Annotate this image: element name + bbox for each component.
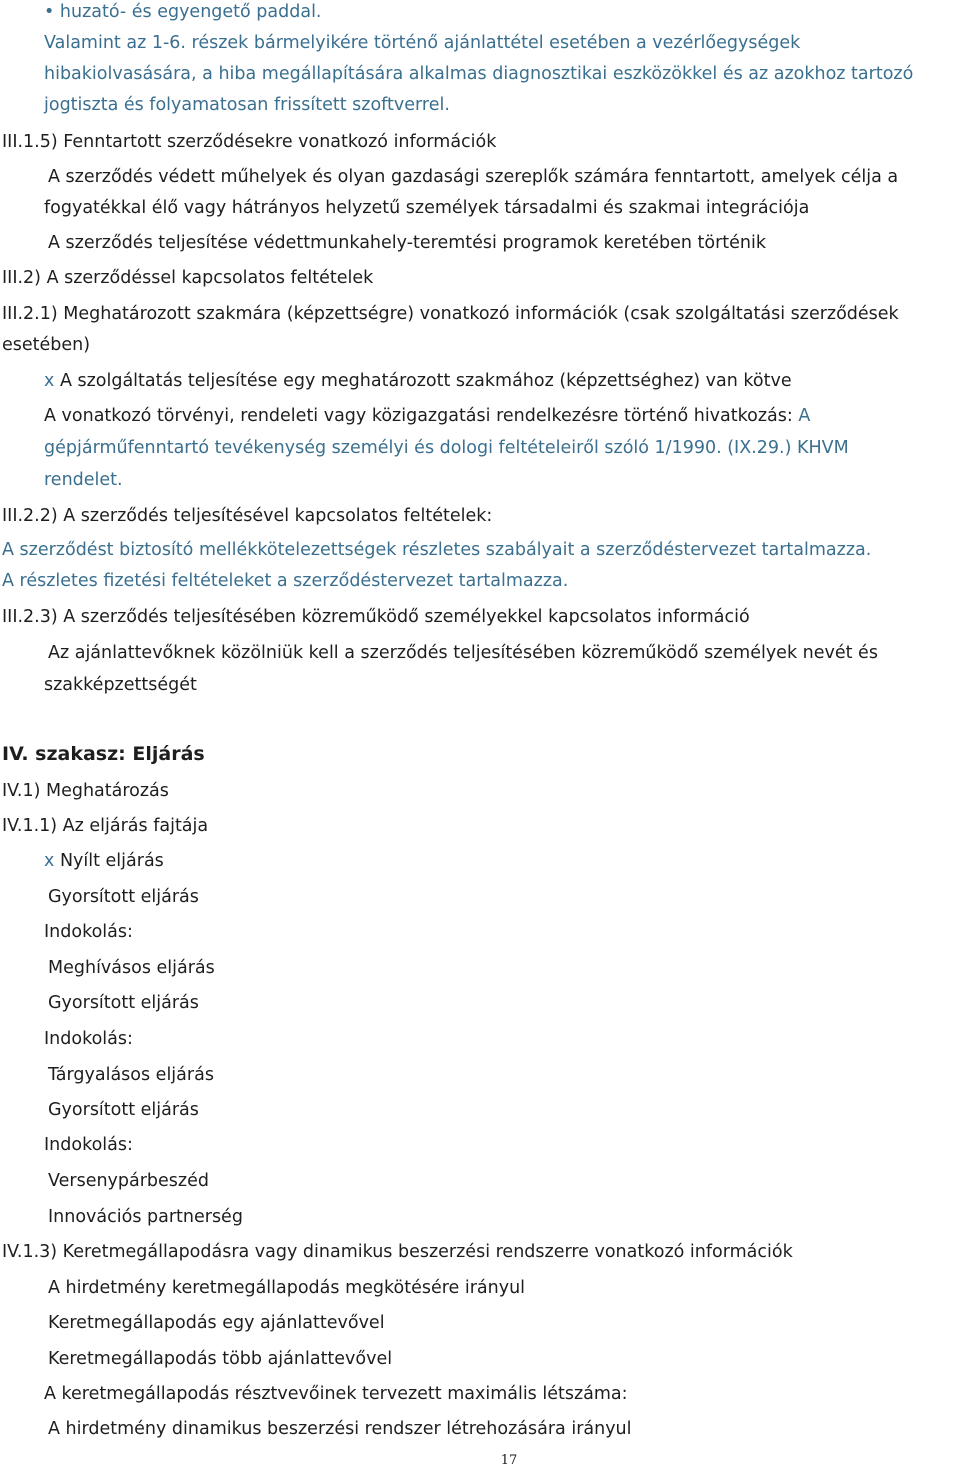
procedure-option: Tárgyalásos eljárás [48,1065,214,1085]
procedure-option: Gyorsított eljárás [48,1100,199,1120]
section-title-3-1-5: III.1.5) Fenntartott szerződésekre vonatkozó információk [2,132,497,152]
page-number: 17 [500,1453,518,1468]
section-title-3-2-1-cont: esetében) [2,335,91,355]
bullet-line: • huzató- és egyengető paddal. [44,2,322,22]
section-title-3-2-1: III.2.1) Meghatározott szakmára (képzettségre) vonatkozó információk (csak szolgáltatási szerződések [2,304,899,324]
procedure-option: Versenypárbeszéd [48,1171,209,1191]
condition-text: A szerződést biztosító mellékkötelezettségek részletes szabályait a szerződéstervezet tartalmazza. [2,540,872,560]
framework-option: Keretmegállapodás több ajánlattevővel [48,1349,393,1369]
option-text: A szerződés teljesítése védettmunkahely-teremtési programok keretében történik [48,233,767,253]
check-mark: x [44,371,55,391]
legal-reference-value: rendelet. [44,470,123,490]
section-title-4-1: IV.1) Meghatározás [2,781,169,801]
justification-label: Indokolás: [44,922,133,942]
section-title-4-1-3: IV.1.3) Keretmegállapodásra vagy dinamikus beszerzési rendszerre vonatkozó információk [2,1242,793,1262]
option-text: szakképzettségét [44,675,197,695]
legal-reference [44,405,810,427]
justification-label: Indokolás: [44,1135,133,1155]
section-title-3-2: III.2) A szerződéssel kapcsolatos feltételek [2,268,374,288]
checked-option-text: Nyílt eljárás [59,851,164,871]
procedure-option: Meghívásos eljárás [48,958,215,978]
checked-option-text: A szolgáltatás teljesítése egy meghatározott szakmához (képzettséghez) van kötve [59,371,792,391]
checked-option [44,850,164,872]
checked-option [44,370,792,392]
section-heading-4: IV. szakasz: Eljárás [2,743,205,765]
legal-reference-label: A vonatkozó törvényi, rendeleti vagy közigazgatási rendelkezésre történő hivatkozás: [44,406,799,426]
framework-option: Keretmegállapodás egy ajánlattevővel [48,1313,385,1333]
section-title-4-1-1: IV.1.1) Az eljárás fajtája [2,816,209,836]
procedure-option: Innovációs partnerség [48,1207,243,1227]
legal-reference-value: gépjárműfenntartó tevékenység személyi és dologi feltételeiről szóló 1/1990. (IX.29.) KHVM [44,438,849,458]
framework-option: A hirdetmény dinamikus beszerzési rendszer létrehozására irányul [48,1419,632,1439]
option-text: A szerződés védett műhelyek és olyan gazdasági szereplők számára fenntartott, amelyek célja a [48,167,899,187]
framework-option: A keretmegállapodás résztvevőinek tervezett maximális létszáma: [44,1384,628,1404]
condition-text: A részletes fizetési feltételeket a szerződéstervezet tartalmazza. [2,571,569,591]
option-text: fogyatékkal élő vagy hátrányos helyzetű személyek társadalmi és szakmai integrációja [44,198,810,218]
section-title-3-2-2: III.2.2) A szerződés teljesítésével kapcsolatos feltételek: [2,506,493,526]
procedure-option: Gyorsított eljárás [48,993,199,1013]
justification-label: Indokolás: [44,1029,133,1049]
para-line: Valamint az 1-6. részek bármelyikére történő ajánlattétel esetében a vezérlőegységek [44,33,801,53]
para-line: hibakiolvasására, a hiba megállapítására alkalmas diagnosztikai eszközökkel és az azokhoz tartozó [44,64,914,84]
check-mark: x [44,851,55,871]
procedure-option: Gyorsított eljárás [48,887,199,907]
legal-reference-value: A [798,406,811,426]
framework-option: A hirdetmény keretmegállapodás megkötésére irányul [48,1278,526,1298]
para-line: jogtiszta és folyamatosan frissített szoftverrel. [44,95,450,115]
option-text: Az ajánlattevőknek közölniük kell a szerződés teljesítésében közreműködő személyek nevét és [48,643,878,663]
section-title-3-2-3: III.2.3) A szerződés teljesítésében közreműködő személyekkel kapcsolatos információ [2,607,750,627]
